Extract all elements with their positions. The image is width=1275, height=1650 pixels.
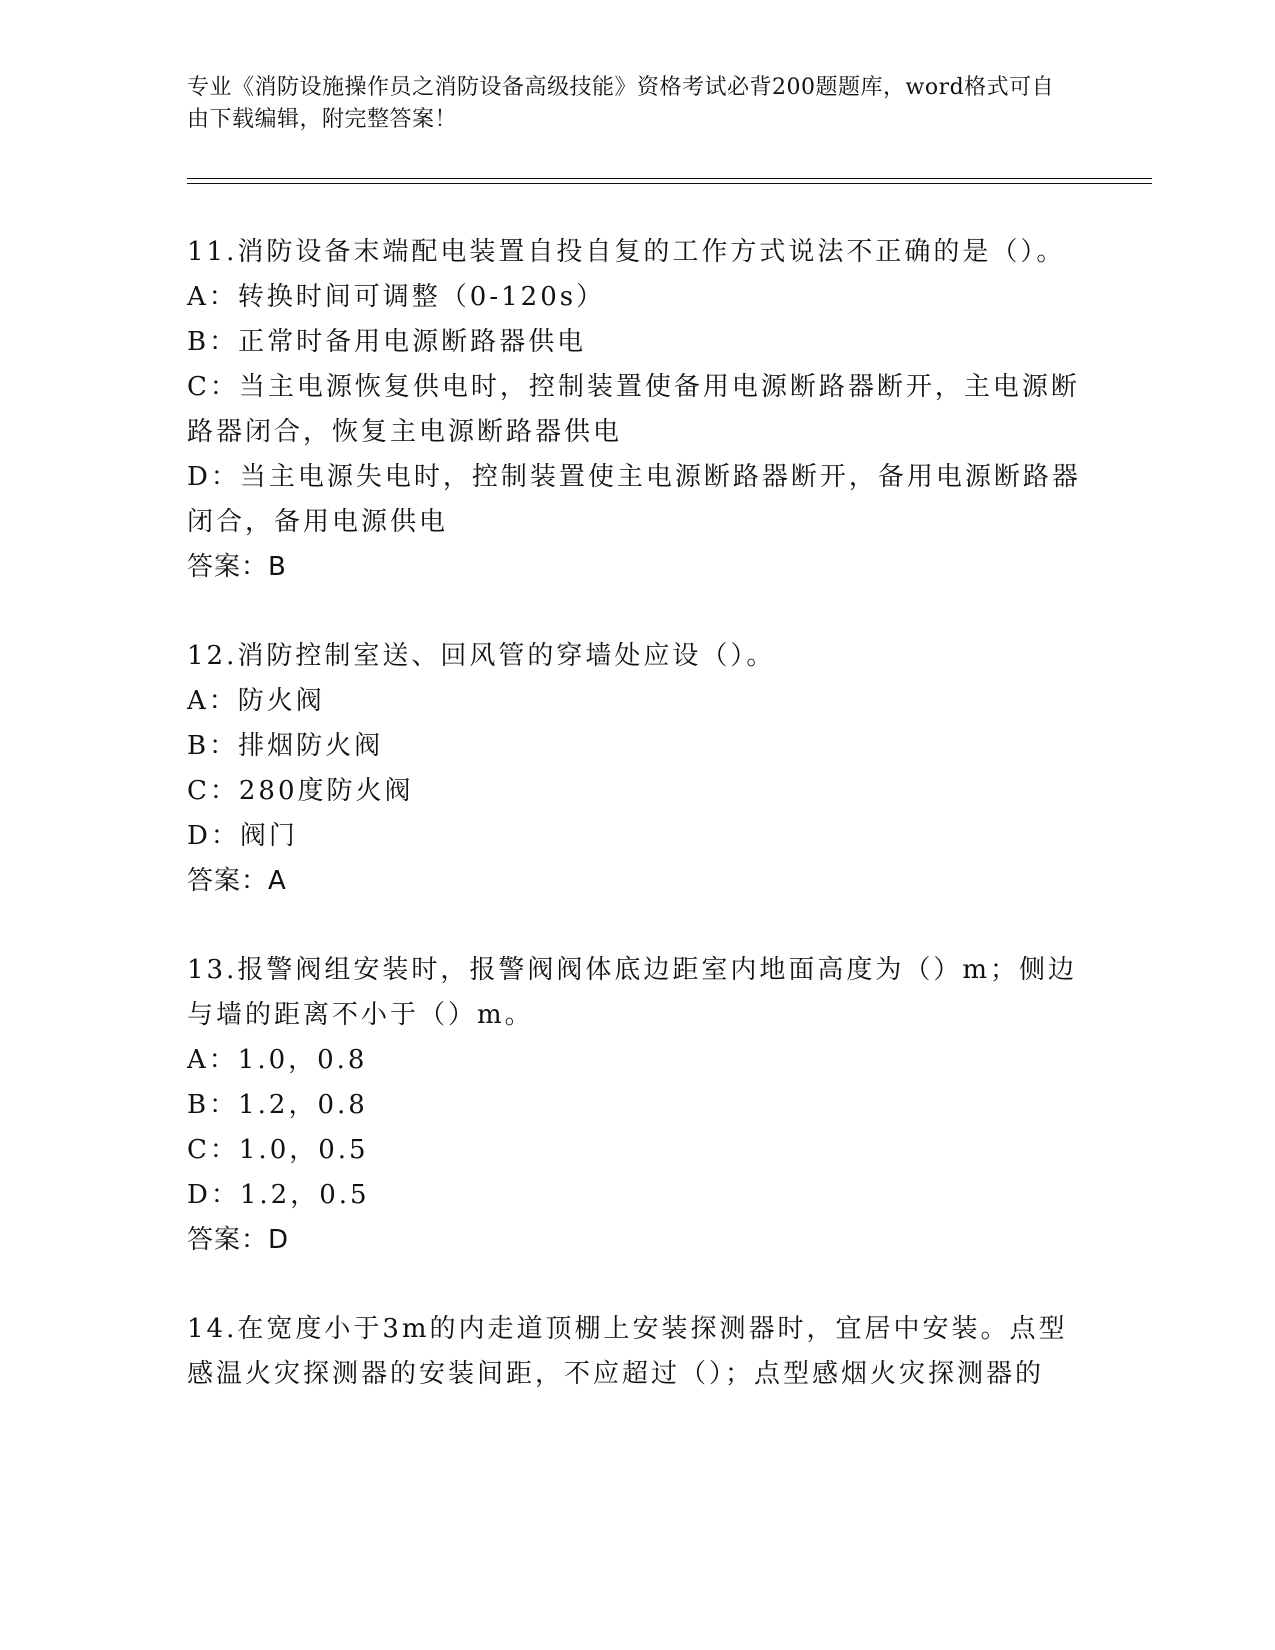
option-b: B：正常时备用电源断路器供电	[187, 327, 587, 357]
option-a: A：转换时间可调整（0-120s）	[187, 282, 606, 312]
question-stem: 14.在宽度小于3m的内走道顶棚上安装探测器时，宜居中安装。点型感温火灾探测器的安装间距，不应超过（）；点型感烟火灾探测器的	[187, 1314, 1068, 1389]
question-14	[187, 1307, 1082, 1397]
option-b: B：1.2，0.8	[187, 1090, 368, 1120]
option-c: C：当主电源恢复供电时，控制装置使备用电源断路器断开，主电源断路器闭合，恢复主电源断路器供电	[187, 372, 1080, 447]
question-12	[187, 634, 1082, 904]
question-11	[187, 230, 1082, 590]
option-a: A：1.0，0.8	[187, 1045, 368, 1075]
answer-line: 答案：A	[187, 866, 287, 896]
option-a: A：防火阀	[187, 686, 325, 716]
question-13	[187, 948, 1082, 1263]
question-stem: 13.报警阀组安装时，报警阀阀体底边距室内地面高度为（）m；侧边与墙的距离不小于（）m。	[187, 955, 1078, 1030]
question-list	[187, 230, 1082, 1441]
option-d: D：阀门	[187, 821, 298, 851]
question-stem: 12.消防控制室送、回风管的穿墙处应设（）。	[187, 641, 776, 671]
option-d: D：当主电源失电时，控制装置使主电源断路器断开，备用电源断路器闭合，备用电源供电	[187, 462, 1081, 537]
question-stem: 11.消防设备末端配电装置自投自复的工作方式说法不正确的是（）。	[187, 237, 1066, 267]
document-intro: 专业《消防设施操作员之消防设备高级技能》资格考试必背200题题库，word格式可自由下载编辑，附完整答案！	[187, 75, 1055, 132]
header-divider	[187, 178, 1152, 184]
answer-line: 答案：B	[187, 552, 287, 582]
option-b: B：排烟防火阀	[187, 731, 384, 761]
option-d: D：1.2，0.5	[187, 1180, 370, 1210]
option-c: C：1.0，0.5	[187, 1135, 369, 1165]
option-c: C：280度防火阀	[187, 776, 414, 806]
answer-line: 答案：D	[187, 1225, 290, 1255]
